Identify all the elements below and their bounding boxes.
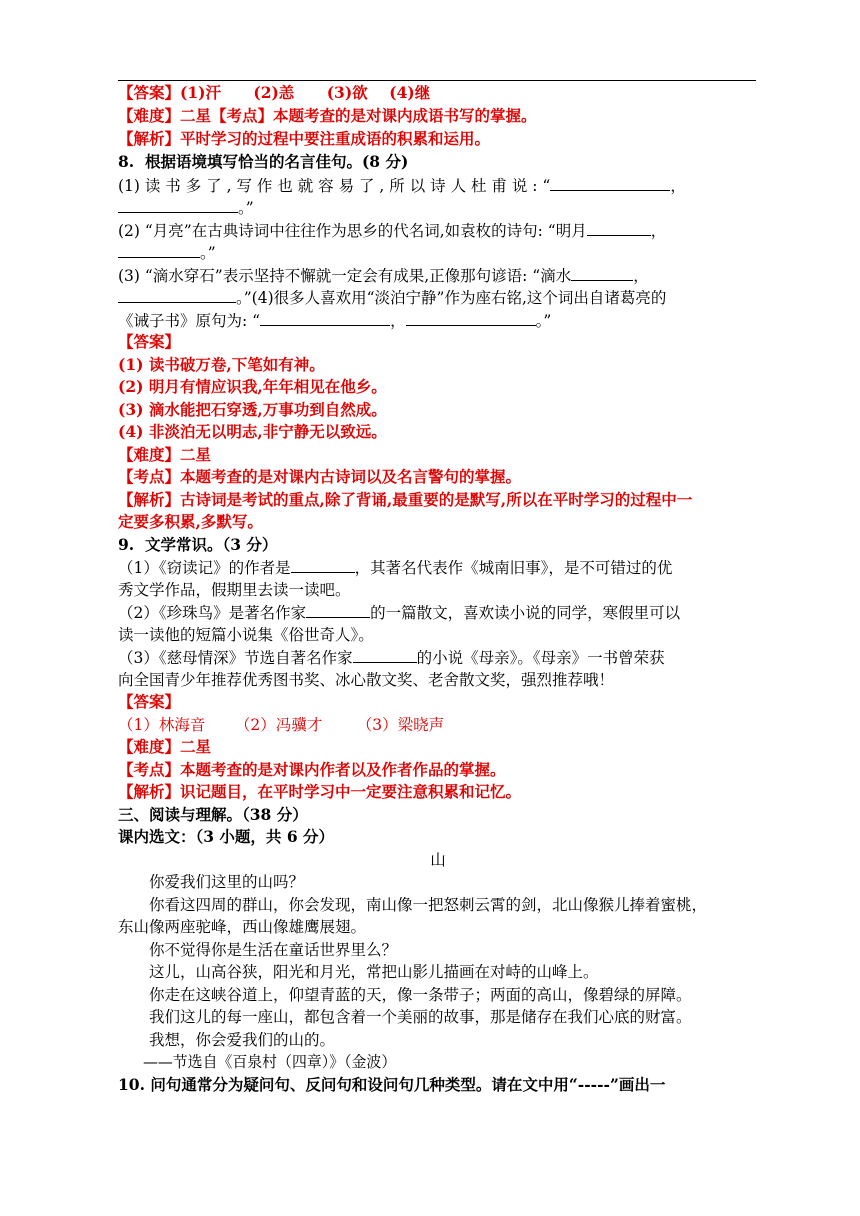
- comma: ，: [633, 267, 649, 285]
- question-9-title: 9. 文学常识。（3 分）: [118, 535, 278, 554]
- question-text: 的小说《母亲》。《母亲》一书曾荣获: [416, 649, 665, 667]
- question-text: 。”: [200, 244, 216, 262]
- question-text: ，其著名代表作《城南旧事》，是不可错过的优: [354, 559, 673, 577]
- difficulty-8: 【难度】二星: [118, 445, 212, 464]
- question-9-line-2: 秀文学作品，假期里去读一读吧。: [118, 581, 351, 599]
- comma: ，: [390, 312, 406, 330]
- analysis-7: 【解析】平时学习的过程中要注重成语的积累和运用。: [118, 129, 491, 148]
- answer-label: 【答案】: [118, 83, 181, 102]
- answer-8-item: (3) 滴水能把石穿透,万事功到自然成。: [118, 400, 387, 419]
- answer-8-label: 【答案】: [118, 332, 181, 351]
- poem-source: ——节选自《百泉村（四章）》（金波）: [143, 1053, 397, 1071]
- kaodian-8: 【考点】本题考查的是对课内古诗词以及名言警句的掌握。: [118, 467, 522, 486]
- fill-blank[interactable]: [571, 264, 633, 281]
- comma: ，: [670, 177, 686, 195]
- answer-9-label: 【答案】: [118, 692, 181, 711]
- question-text: （3）《慈母情深》节选自著名作家: [118, 649, 353, 667]
- question-9-line-3: [118, 601, 758, 624]
- fill-blank[interactable]: [118, 196, 238, 213]
- fill-blank[interactable]: [406, 309, 536, 326]
- comma: ，: [650, 222, 667, 240]
- fill-blank[interactable]: [587, 219, 651, 236]
- poem-line: 东山像两座驼峰，西山像雄鹰展翅。: [118, 918, 367, 936]
- poem-line: 这儿，山高谷狭，阳光和月光，常把山影儿描画在对峙的山峰上。: [149, 963, 599, 981]
- answer-8-item: (4) 非淡泊无以明志,非宁静无以致远。: [118, 422, 387, 441]
- analysis-9: 【解析】识记题目，在平时学习中一定要注意积累和记忆。: [118, 782, 522, 801]
- fill-blank[interactable]: [353, 646, 417, 663]
- answer-item: (4)继: [389, 83, 431, 102]
- answer-7: [118, 82, 758, 104]
- question-text: （2）《珍珠鸟》是著名作家: [118, 604, 307, 622]
- poem-title: 山: [430, 851, 446, 869]
- poem-line: 你不觉得你是生活在童话世界里么？: [149, 941, 398, 959]
- question-10-title: 10. 问句通常分为疑问句、反问句和设问句几种类型。请在文中用“-----”画出一: [118, 1075, 666, 1094]
- analysis-8-line-1: 【解析】古诗词是考试的重点,除了背诵,最重要的是默写,所以在平时学习的过程中一: [118, 490, 693, 509]
- question-9-line-6: 向全国青少年推荐优秀图书奖、冰心散文奖、老舍散文奖，强烈推荐哦！: [118, 671, 615, 689]
- question-8-line-6: [118, 286, 758, 309]
- answer-8-item: (1) 读书破万卷,下笔如有神。: [118, 355, 325, 374]
- poem-line: 我想，你会爱我们的山的。: [149, 1031, 336, 1049]
- question-text: 《诫子书》原句为: “: [118, 312, 261, 330]
- question-text: (2) “月亮”在古典诗词中往往作为思乡的代名词,如袁枚的诗句: “明月: [118, 222, 587, 240]
- question-8-title: 8. 根据语境填写恰当的名言佳句。(8 分): [118, 152, 409, 171]
- answer-item: (3)欲: [326, 83, 368, 102]
- answer-item: (2)恙: [253, 83, 295, 102]
- question-8-line-5: [118, 264, 758, 287]
- fill-blank[interactable]: [306, 601, 370, 618]
- poem-line: 我们这儿的每一座山，都包含着一个美丽的故事，那是储存在我们心底的财富。: [149, 1008, 692, 1026]
- poem-line: 你看这四周的群山，你会发现，南山像一把怒刺云霄的剑，北山像猴儿捧着蜜桃，: [149, 896, 708, 914]
- question-text: 。”: [238, 199, 254, 217]
- in-class-selection: 课内选文：（3 小题，共 6 分）: [118, 827, 335, 846]
- poem-line: 你爱我们这里的山吗？: [149, 873, 305, 891]
- kaodian-9: 【考点】本题考查的是对课内作者以及作者作品的掌握。: [118, 760, 506, 779]
- answer-8-item: (2) 明月有情应识我,年年相见在他乡。: [118, 377, 387, 396]
- question-8-line-4: [118, 241, 758, 264]
- fill-blank[interactable]: [260, 309, 390, 326]
- question-text: （1）《窃读记》的作者是: [118, 559, 291, 577]
- section-3-title: 三、阅读与理解。（38 分）: [118, 805, 308, 824]
- difficulty-9: 【难度】二星: [118, 737, 212, 756]
- question-8-line-2: [118, 196, 758, 219]
- question-text: 。”(4)很多人喜欢用“淡泊宁静”作为座右铭,这个词出自诸葛亮的: [236, 289, 667, 307]
- question-8-line-1: [118, 174, 758, 197]
- poem-line: 你走在这峡谷道上，仰望青蓝的天，像一条带子；两面的高山，像碧绿的屏障。: [149, 986, 692, 1004]
- header-rule: [118, 80, 756, 81]
- question-8-line-3: [118, 219, 758, 242]
- answer-item: (1)汗: [180, 83, 221, 102]
- fill-blank[interactable]: [118, 286, 236, 303]
- question-text: (3) “滴水穿石”表示坚持不懈就一定会有成果,正像那句谚语: “滴水: [118, 267, 572, 285]
- question-9-line-5: [118, 646, 758, 669]
- answer-9-items: （1）林海音 （2）冯骥才 （3）梁晓声: [118, 716, 445, 734]
- analysis-8-line-2: 定要多积累,多默写。: [118, 512, 263, 531]
- fill-blank[interactable]: [291, 556, 355, 573]
- question-9-line-4: 读一读他的短篇小说集《俗世奇人》。: [118, 626, 374, 644]
- fill-blank[interactable]: [550, 174, 670, 191]
- question-8-line-7: [118, 309, 758, 332]
- fill-blank[interactable]: [118, 241, 200, 258]
- question-9-line-1: [118, 556, 758, 579]
- difficulty-7: 【难度】二星【考点】本题考查的是对课内成语书写的掌握。: [118, 106, 537, 125]
- question-text: 。”: [535, 312, 552, 330]
- question-text: 的一篇散文，喜欢读小说的同学，寒假里可以: [370, 604, 681, 622]
- question-text: (1) 读 书 多 了 , 写 作 也 就 容 易 了 , 所 以 诗 人 杜 甫 说 : “: [118, 177, 551, 195]
